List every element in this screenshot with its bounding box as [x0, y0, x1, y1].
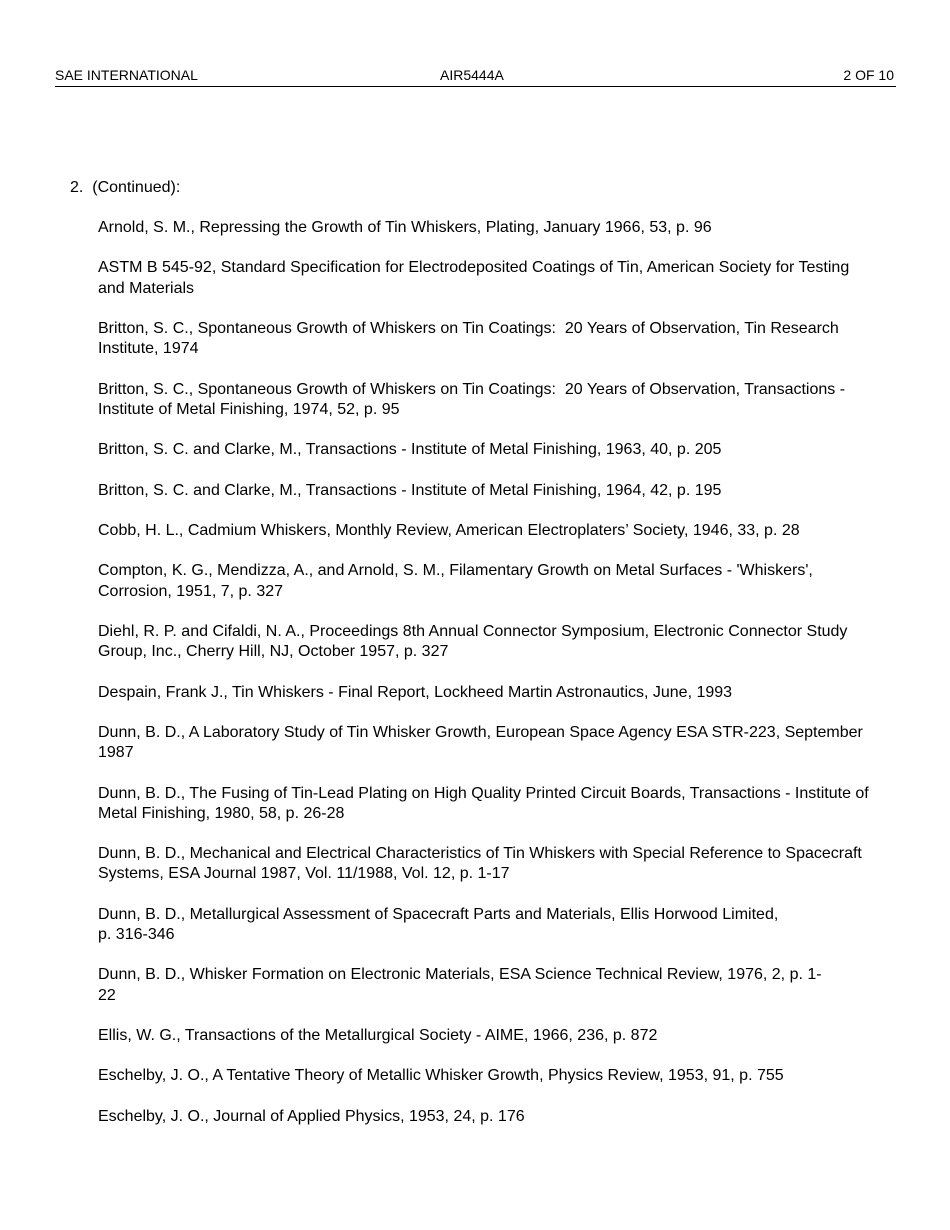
header-document-number: AIR5444A	[440, 67, 504, 83]
reference-item: Dunn, B. D., The Fusing of Tin-Lead Plating on High Quality Printed Circuit Boards, Transactions - Institute of Metal Finishing, 1980, 58, p. 26-28	[98, 784, 874, 822]
header-page-indicator: 2 OF 10	[843, 67, 894, 83]
reference-item: Britton, S. C., Spontaneous Growth of Whiskers on Tin Coatings: 20 Years of Observation, Tin Research Institute, 1974	[98, 319, 844, 358]
page-header	[55, 66, 896, 87]
reference-item: Despain, Frank J., Tin Whiskers - Final Report, Lockheed Martin Astronautics, June, 1993	[98, 683, 733, 701]
reference-item: Diehl, R. P. and Cifaldi, N. A., Proceedings 8th Annual Connector Symposium, Electronic Connector Study Group, Inc., Cherry Hill, NJ, October 1957, p. 327	[98, 622, 852, 661]
reference-item: Britton, S. C. and Clarke, M., Transactions - Institute of Metal Finishing, 1964, 42, p. 195	[98, 481, 722, 499]
reference-item: ASTM B 545-92, Standard Specification for Electrodeposited Coatings of Tin, American Society for Testing and Materials	[98, 259, 854, 297]
reference-item: Compton, K. G., Mendizza, A., and Arnold, S. M., Filamentary Growth on Metal Surfaces - 'Whiskers', Corrosion, 1951, 7, p. 327	[98, 562, 818, 600]
reference-item: Dunn, B. D., Mechanical and Electrical Characteristics of Tin Whiskers with Special Reference to Spacecraft Systems, ESA Journal 1987, Vol. 11/1988, Vol. 12, p. 1-17	[98, 845, 867, 883]
reference-item: Eschelby, J. O., A Tentative Theory of Metallic Whisker Growth, Physics Review, 1953, 91, p. 755	[98, 1067, 784, 1085]
reference-item: Britton, S. C. and Clarke, M., Transactions - Institute of Metal Finishing, 1963, 40, p. 205	[98, 441, 722, 459]
reference-item: Britton, S. C., Spontaneous Growth of Whiskers on Tin Coatings: 20 Years of Observation, Transactions - Institute of Metal Finishing, 1974, 52, p. 95	[98, 380, 850, 418]
reference-item: Dunn, B. D., Whisker Formation on Electronic Materials, ESA Science Technical Review, 1976, 2, p. 1- 22	[98, 966, 822, 1004]
reference-item: Ellis, W. G., Transactions of the Metallurgical Society - AIME, 1966, 236, p. 872	[98, 1026, 658, 1044]
reference-item: Dunn, B. D., A Laboratory Study of Tin Whisker Growth, European Space Agency ESA STR-223, September 1987	[98, 723, 868, 762]
reference-item: Eschelby, J. O., Journal of Applied Physics, 1953, 24, p. 176	[98, 1107, 525, 1125]
reference-list	[98, 218, 873, 1147]
reference-item: Cobb, H. L., Cadmium Whiskers, Monthly Review, American Electroplaters’ Society, 1946, 33, p. 28	[98, 521, 800, 539]
reference-item: Arnold, S. M., Repressing the Growth of Tin Whiskers, Plating, January 1966, 53, p. 96	[98, 219, 712, 236]
reference-item: Dunn, B. D., Metallurgical Assessment of Spacecraft Parts and Materials, Ellis Horwood Limited, p. 316-346	[98, 905, 779, 943]
section-heading: 2. (Continued):	[70, 179, 181, 196]
header-organization: SAE INTERNATIONAL	[55, 67, 198, 83]
